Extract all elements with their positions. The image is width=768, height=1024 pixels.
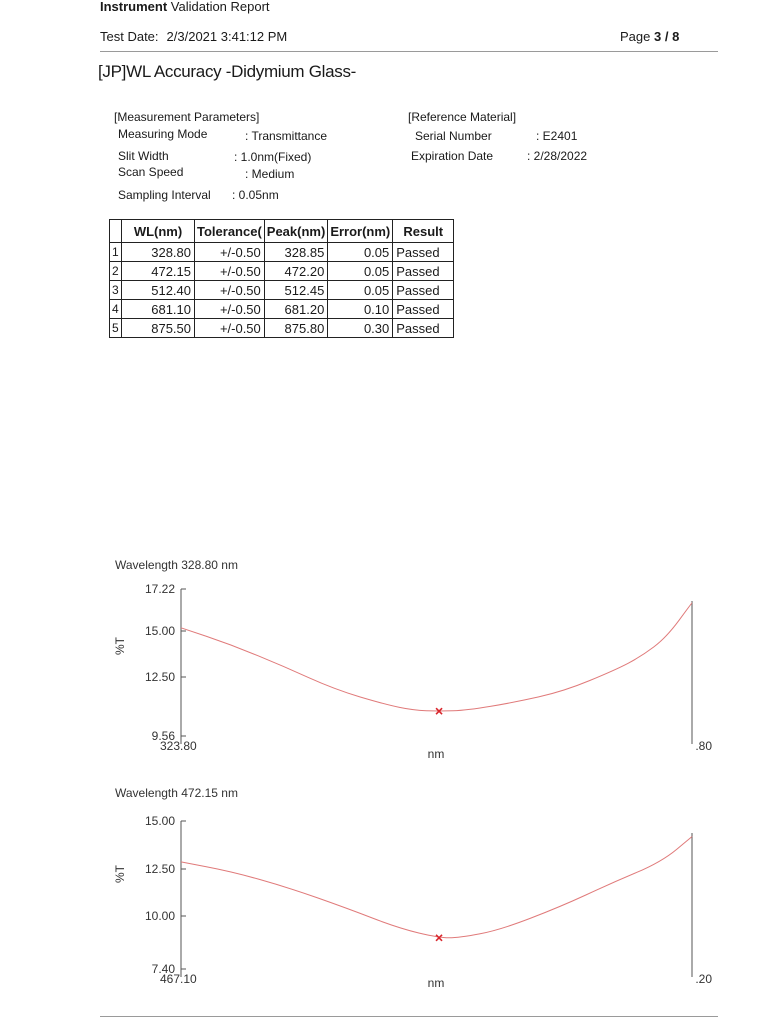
cell-tolerance: +/-0.50 bbox=[195, 300, 265, 319]
cell-peak: 681.20 bbox=[264, 300, 328, 319]
ref-label: Expiration Date bbox=[411, 149, 494, 163]
test-date-value: 2/3/2021 3:41:12 PM bbox=[166, 29, 288, 44]
cell-tolerance: +/-0.50 bbox=[195, 319, 265, 338]
col-header: Error(nm) bbox=[328, 220, 393, 243]
cell-tolerance: +/-0.50 bbox=[195, 281, 265, 300]
test-date-label: Test Date: bbox=[100, 29, 159, 44]
cell-tolerance: +/-0.50 bbox=[195, 262, 265, 281]
cell-result: Passed bbox=[393, 243, 454, 262]
cell-error: 0.05 bbox=[328, 243, 393, 262]
cell-result: Passed bbox=[393, 300, 454, 319]
cell-error: 0.10 bbox=[328, 300, 393, 319]
spectrum-line bbox=[181, 837, 692, 938]
table-row bbox=[110, 319, 454, 338]
col-header: WL(nm) bbox=[122, 220, 195, 243]
row-index: 5 bbox=[110, 319, 122, 338]
cell-error: 0.05 bbox=[328, 262, 393, 281]
y-tick-label: 9.56 bbox=[151, 729, 175, 743]
x-axis-label: nm bbox=[427, 747, 445, 761]
y-axis-label: %T bbox=[113, 637, 127, 655]
param-label: Sampling Interval bbox=[118, 188, 211, 202]
cell-wl: 512.40 bbox=[122, 281, 195, 300]
ref-value: : E2401 bbox=[536, 129, 578, 143]
col-header: Result bbox=[393, 220, 454, 243]
x-tick-label: 467.10 bbox=[160, 972, 197, 986]
cell-wl: 681.10 bbox=[122, 300, 195, 319]
y-tick-label: 10.00 bbox=[144, 909, 175, 923]
measurement-heading: [Measurement Parameters] bbox=[114, 110, 260, 124]
table-row bbox=[110, 262, 454, 281]
section-title: [JP]WL Accuracy -Didymium Glass- bbox=[98, 62, 357, 81]
param-value: : 0.05nm bbox=[232, 188, 279, 202]
x-tick-label: .20 bbox=[695, 972, 712, 986]
cell-peak: 472.20 bbox=[264, 262, 328, 281]
ref-label: Serial Number bbox=[415, 129, 492, 143]
cell-wl: 472.15 bbox=[122, 262, 195, 281]
footer-rule bbox=[100, 1016, 718, 1017]
spectrum-line bbox=[181, 603, 692, 711]
cell-tolerance: +/-0.50 bbox=[195, 243, 265, 262]
col-header bbox=[110, 220, 122, 243]
cell-peak: 512.45 bbox=[264, 281, 328, 300]
table-row bbox=[110, 300, 454, 319]
y-tick-label: 12.50 bbox=[144, 670, 175, 684]
row-index: 1 bbox=[110, 243, 122, 262]
wavelength-chart-1 bbox=[0, 552, 768, 766]
report-title: Instrument Validation Report bbox=[100, 0, 270, 14]
results-table bbox=[109, 219, 454, 338]
param-value: : Transmittance bbox=[245, 129, 328, 143]
header-rule bbox=[100, 51, 718, 52]
param-value: : 1.0nm(Fixed) bbox=[234, 150, 312, 164]
y-tick-label: 7.40 bbox=[151, 962, 175, 976]
x-tick-label: 323.80 bbox=[160, 739, 197, 753]
row-index: 3 bbox=[110, 281, 122, 300]
peak-marker bbox=[436, 935, 442, 941]
param-label: Measuring Mode bbox=[118, 127, 208, 141]
y-tick-label: 15.00 bbox=[144, 814, 175, 828]
table-header-row bbox=[110, 220, 454, 243]
table-row bbox=[110, 243, 454, 262]
y-tick-label: 15.00 bbox=[144, 624, 175, 638]
param-value: : Medium bbox=[245, 167, 295, 181]
cell-peak: 875.80 bbox=[264, 319, 328, 338]
ref-value: : 2/28/2022 bbox=[527, 149, 588, 163]
cell-result: Passed bbox=[393, 319, 454, 338]
reference-heading: [Reference Material] bbox=[408, 110, 517, 124]
x-tick-label: .80 bbox=[695, 739, 712, 753]
row-index: 2 bbox=[110, 262, 122, 281]
page-number: Page 3 / 8 bbox=[620, 29, 680, 44]
cell-wl: 328.80 bbox=[122, 243, 195, 262]
col-header: Peak(nm) bbox=[264, 220, 328, 243]
cell-result: Passed bbox=[393, 262, 454, 281]
row-index: 4 bbox=[110, 300, 122, 319]
cell-peak: 328.85 bbox=[264, 243, 328, 262]
x-axis-label: nm bbox=[427, 976, 445, 990]
wavelength-chart-2 bbox=[0, 780, 768, 994]
chart-title: Wavelength 328.80 nm bbox=[115, 558, 238, 572]
y-axis-label: %T bbox=[113, 865, 127, 883]
y-tick-label: 12.50 bbox=[144, 862, 175, 876]
param-label: Slit Width bbox=[118, 149, 169, 163]
table-row bbox=[110, 281, 454, 300]
cell-result: Passed bbox=[393, 281, 454, 300]
param-label: Scan Speed bbox=[118, 165, 184, 179]
cell-wl: 875.50 bbox=[122, 319, 195, 338]
cell-error: 0.05 bbox=[328, 281, 393, 300]
cell-error: 0.30 bbox=[328, 319, 393, 338]
y-tick-label: 17.22 bbox=[144, 582, 175, 596]
test-date bbox=[100, 29, 287, 44]
chart-title: Wavelength 472.15 nm bbox=[115, 786, 238, 800]
col-header: Tolerance( bbox=[195, 220, 265, 243]
